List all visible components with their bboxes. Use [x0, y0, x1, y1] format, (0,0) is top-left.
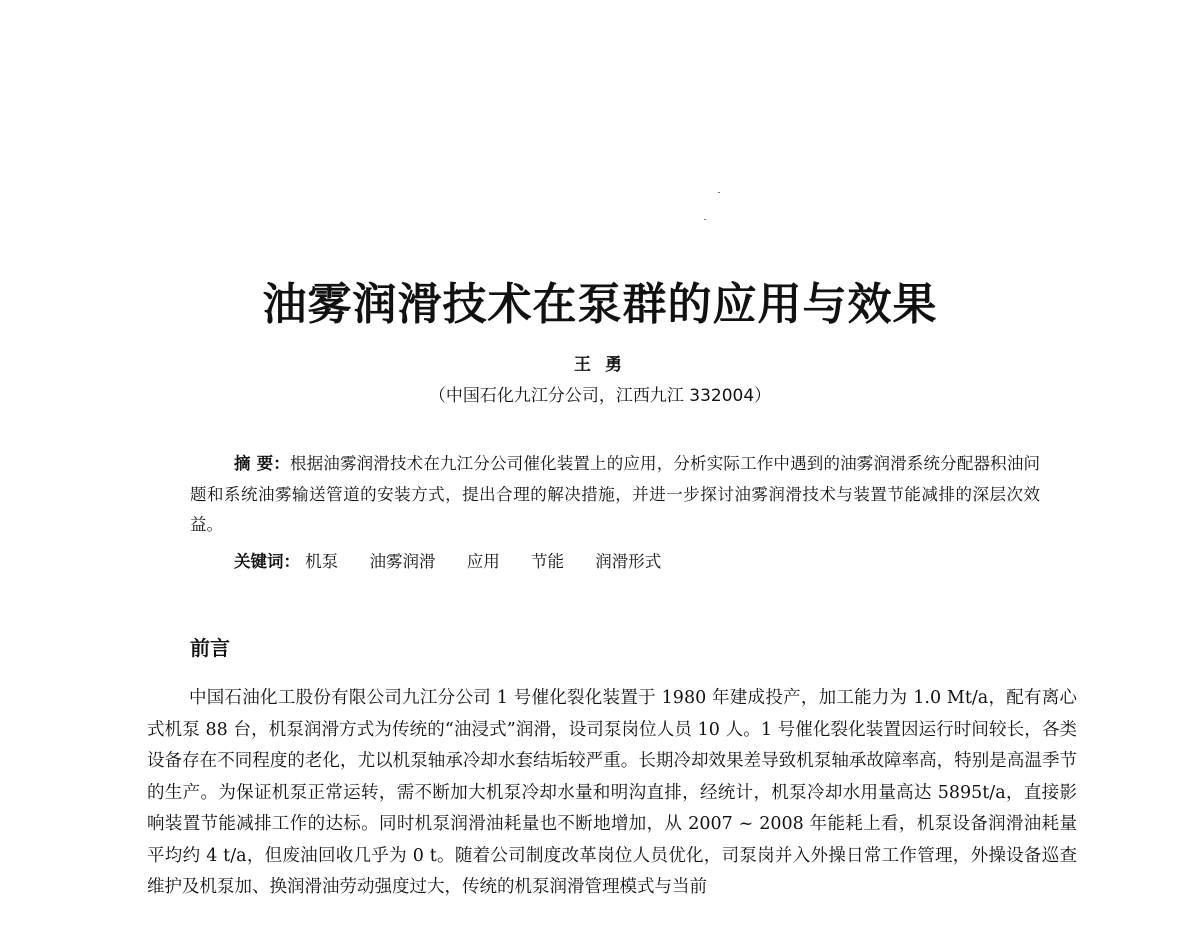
keywords-label: 关键词：	[234, 552, 300, 571]
keyword: 节能	[531, 552, 564, 571]
keyword: 机泵	[305, 552, 339, 571]
paper-title: 油雾润滑技术在泵群的应用与效果	[262, 279, 938, 330]
body-paragraph: 中国石油化工股份有限公司九江分公司 1 号催化裂化装置于 1980 年建成投产，加工能力为 1.0 Mt/a，配有离心式机泵 88 台，机泵润滑方式为传统的“油浸式”润滑，设司泵岗位人员 10 人。1 号催化裂化装置因运行时间较长，各类设备存在不同程度的老化，尤以机泵轴承冷却水套结垢较严重。长期冷却效果差导致机泵轴承故障率高，特别是高温季节的生产。为保证机泵正常运转，需不断加大机泵冷却水量和明沟直排，经统计，机泵冷却水用量高达 5895t/a，直接影响装置节能减排工作的达标。同时机泵润滑油耗量也不断地增加，从 2007 ~ 2008 年能耗上看，机泵设备润滑油耗量平均约 4 t/a，但废油回收几乎为 0 t。随着公司制度改革岗位人员优化，司泵岗并入外操日常工作管理，外操设备巡查维护及机泵加、换润滑油劳动强度过大，传统的机泵润滑管理模式与当前	[147, 688, 1077, 897]
keywords	[234, 547, 687, 577]
scan-speck	[704, 219, 706, 220]
scan-speck	[718, 192, 720, 193]
author-affiliation: （中国石化九江分公司，江西九江 332004）	[428, 386, 772, 406]
author-name: 王 勇	[574, 355, 626, 375]
abstract-label: 摘 要：	[234, 454, 290, 473]
abstract-text: 根据油雾润滑技术在九江分公司催化装置上的应用，分析实际工作中遇到的油雾润滑系统分配器积油问题和系统油雾输送管道的安装方式，提出合理的解决措施，并进一步探讨油雾润滑技术与装置节能减排的深层次效益。	[190, 454, 1040, 534]
keyword: 应用	[466, 552, 500, 571]
keyword: 润滑形式	[595, 552, 662, 571]
abstract	[190, 449, 1040, 541]
section-heading: 前言	[190, 636, 230, 660]
keyword: 油雾润滑	[369, 552, 436, 571]
